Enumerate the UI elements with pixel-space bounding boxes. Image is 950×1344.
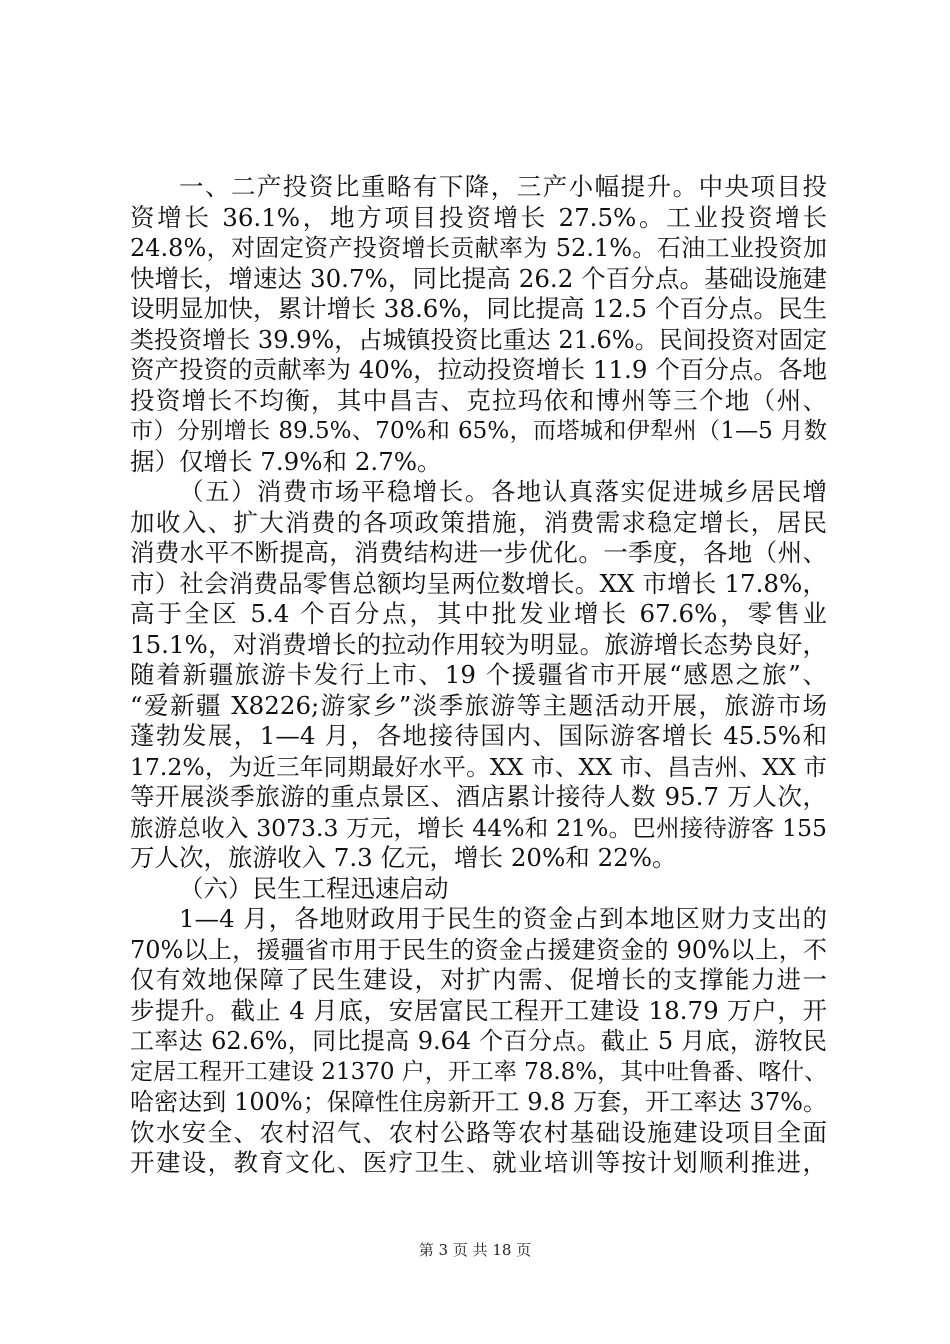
text-line: 70%以上，援疆省市用于民生的资金占援建资金的 90%以上，不 [130, 935, 827, 964]
text-line: 仅有效地保障了民生建设，对扩内需、促增长的支撑能力进一 [130, 965, 827, 994]
page-footer: 第 3 页 共 18 页 [418, 1241, 532, 1259]
text-line: 步提升。截止 4 月底，安居富民工程开工建设 18.79 万户，开 [130, 995, 827, 1025]
text-line: 设明显加快，累计增长 38.6%，同比提高 12.5 个百分点。民生 [130, 294, 827, 323]
text-line: 加收入、扩大消费的各项政策措施，消费需求稳定增长，居民 [130, 507, 827, 537]
text-line: 等开展淡季旅游的重点景区、酒店累计接待人数 95.7 万人次， [130, 782, 827, 811]
text-line: 15.1%，对消费增长的拉动作用较为明显。旅游增长态势良好， [130, 629, 827, 659]
text-line: 哈密达到 100%；保障性住房新开工 9.8 万套，开工率达 37%。 [130, 1088, 827, 1116]
text-line: 定居工程开工建设 21370 户，开工率 78.8%，其中吐鲁番、喀什、 [130, 1058, 828, 1085]
text-line: 资增长 36.1%，地方项目投资增长 27.5%。工业投资增长 [130, 202, 827, 232]
text-line: 高于全区 5.4 个百分点，其中批发业增长 67.6%，零售业 [130, 599, 827, 628]
text-line: 旅游总收入 3073.3 万元，增长 44%和 21%。巴州接待游客 155 [130, 813, 827, 842]
text-line: 工率达 62.6%，同比提高 9.64 个百分点。截止 5 月底，游牧民 [130, 1027, 827, 1055]
text-line: 快增长，增速达 30.7%，同比提高 26.2 个百分点。基础设施建 [130, 263, 827, 293]
text-line: 一、二产投资比重略有下降，三产小幅提升。中央项目投 [179, 172, 827, 201]
text-line: 1—4 月，各地财政用于民生的资金占到本地区财力支出的 [179, 904, 827, 933]
text-line: 市）社会消费品零售总额均呈两位数增长。XX 市增长 17.8%， [130, 568, 827, 598]
text-line: 蓬勃发展，1—4 月，各地接待国内、国际游客增长 45.5%和 [130, 721, 827, 750]
body-text [130, 172, 827, 1179]
text-line: 消费水平不断提高，消费结构进一步优化。一季度，各地（州、 [130, 538, 827, 567]
text-line: （五）消费市场平稳增长。各地认真落实促进城乡居民增 [179, 477, 827, 506]
text-line: “爱新疆 X8226;游家乡”淡季旅游等主题活动开展，旅游市场 [130, 690, 827, 720]
text-line: 市）分别增长 89.5%、70%和 65%，而塔城和伊犁州（1—5 月数 [130, 418, 827, 444]
text-line: 类投资增长 39.9%，占城镇投资比重达 21.6%。民间投资对固定 [130, 325, 827, 354]
text-line: 饮水安全、农村沼气、农村公路等农村基础设施建设项目全面 [130, 1117, 827, 1147]
text-line: 17.2%，为近三年同期最好水平。XX 市、XX 市、昌吉州、XX 市 [130, 752, 827, 781]
text-line: 资产投资的贡献率为 40%，拉动投资增长 11.9 个百分点。各地 [130, 355, 827, 384]
text-line: 据）仅增长 7.9%和 2.7%。 [130, 446, 442, 476]
text-line: 万人次，旅游收入 7.3 亿元，增长 20%和 22%。 [130, 843, 677, 872]
text-line: 投资增长不均衡，其中昌吉、克拉玛依和博州等三个地（州、 [130, 385, 827, 415]
text-line: 开建设，教育文化、医疗卫生、就业培训等按计划顺利推进， [130, 1148, 827, 1177]
text-line: （六）民生工程迅速启动 [179, 873, 449, 903]
text-line: 随着新疆旅游卡发行上市、19 个援疆省市开展“感恩之旅”、 [130, 660, 827, 689]
text-line: 24.8%，对固定资产投资增长贡献率为 52.1%。石油工业投资加 [130, 234, 827, 262]
